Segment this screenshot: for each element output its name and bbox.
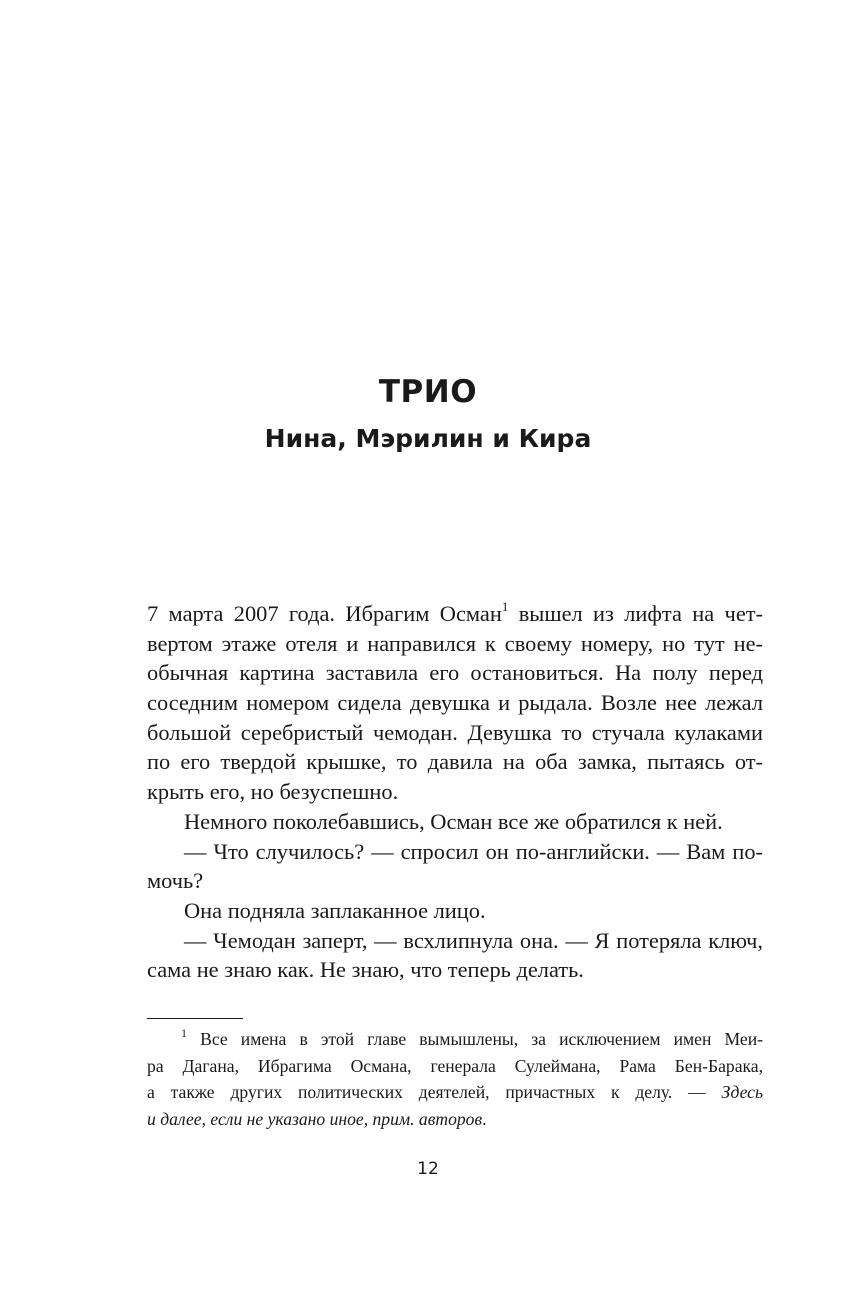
text-line: сама не знаю как. Не знаю, что теперь делать. xyxy=(147,957,584,983)
text-fragment: . xyxy=(482,1109,487,1130)
footnote xyxy=(147,1026,763,1133)
text-line: Немного поколебавшись, Осман все же обратился к ней. xyxy=(184,808,723,834)
text-line: большой серебристый чемодан. Девушка то стучала кулаками xyxy=(147,719,763,745)
text-line: крыть его, но безуспешно. xyxy=(147,779,399,805)
footnote-ref: 1 xyxy=(501,598,509,614)
text-fragment: 7 марта 2007 года. Ибрагим Осман xyxy=(147,601,502,626)
page-number: 12 xyxy=(417,1159,439,1179)
text-line: соседним номером сидела девушка и рыдала. Возле нее лежал xyxy=(147,690,763,716)
text-line: — Что случилось? — спросил он по-английски. — Вам по- xyxy=(184,838,763,864)
footnote-line: ра Дагана, Ибрагима Османа, генерала Сулеймана, Рама Бен-Барака, xyxy=(147,1055,763,1076)
text-fragment-italic: Здесь xyxy=(721,1082,763,1103)
text-fragment: вышел из лифта на чет- xyxy=(508,601,763,626)
footnote-marker: 1 xyxy=(181,1026,187,1041)
text-line: Она подняла заплаканное лицо. xyxy=(184,897,486,923)
text-line: мочь? xyxy=(147,868,204,894)
chapter-subtitle: Нина, Мэрилин и Кира xyxy=(264,424,592,453)
text-fragment: Все имена в этой главе вымышлены, за исключением имен Меи- xyxy=(187,1029,763,1049)
footnote-line xyxy=(147,1026,763,1053)
text-line: обычная картина заставила его остановиться. На полу перед xyxy=(147,660,763,686)
footnote-line xyxy=(147,1079,763,1106)
text-line xyxy=(147,599,763,629)
body-text xyxy=(147,599,763,985)
text-line: — Чемодан заперт, — всхлипнула она. — Я потеряла ключ, xyxy=(184,927,763,953)
text-line: по его твердой крышке, то давила на оба замка, пытаясь от- xyxy=(147,749,763,775)
text-line: вертом этаже отеля и направился к своему номеру, но тут не- xyxy=(147,630,763,656)
chapter-title: ТРИО xyxy=(378,374,478,410)
footnote-line xyxy=(147,1106,763,1133)
text-fragment-italic: и далее, если не указано иное, прим. авторов xyxy=(147,1109,483,1130)
footnote-divider xyxy=(147,1018,243,1019)
text-fragment: а также других политических деятелей, причастных к делу. — xyxy=(147,1082,722,1103)
